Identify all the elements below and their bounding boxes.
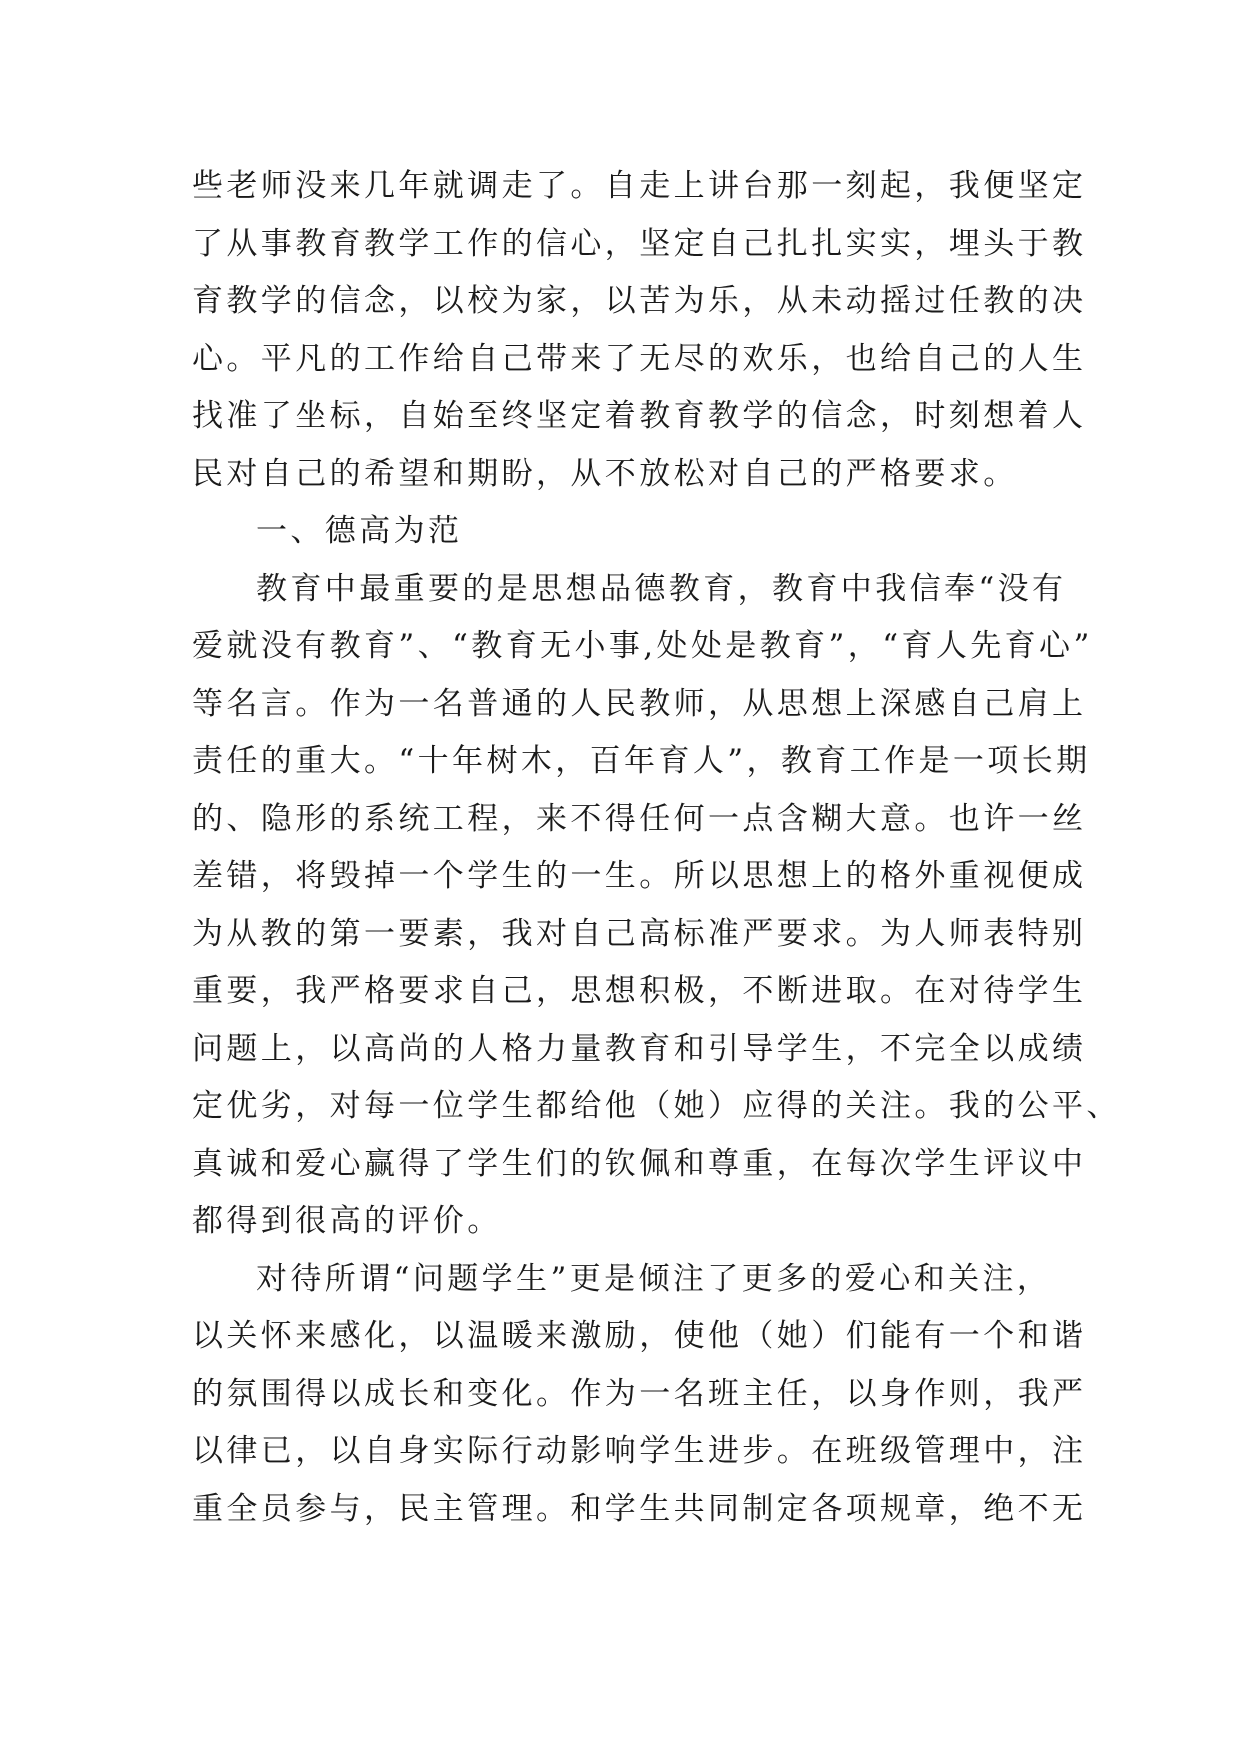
text-line: 找准了坐标，自始至终坚定着教育教学的信念，时刻想着人: [192, 398, 1087, 434]
text-line: 真诚和爱心赢得了学生们的钦佩和尊重，在每次学生评议中: [192, 1145, 1087, 1182]
text-line: 问题上，以高尚的人格力量教育和引导学生，不完全以成绩: [192, 1030, 1087, 1067]
text-line: 差错，将毁掉一个学生的一生。所以思想上的格外重视便成: [192, 858, 1087, 894]
text-line: 都得到很高的评价。: [192, 1203, 502, 1239]
text-line: 定优劣，对每一位学生都给他（她）应得的关注。我的公平、: [192, 1088, 1121, 1124]
text-line: 以关怀来感化，以温暖来激励，使他（她）们能有一个和谐: [192, 1318, 1087, 1354]
text-line: 重全员参与，民主管理。和学生共同制定各项规章，绝不无: [192, 1490, 1087, 1527]
text-line: 育教学的信念，以校为家，以苦为乐，从未动摇过任教的决: [192, 283, 1087, 319]
text-line: 了从事教育教学工作的信心，坚定自己扎扎实实，埋头于教: [192, 225, 1087, 262]
section-heading: 一、德高为范: [256, 513, 463, 549]
text-line: 责任的重大。“十年树木，百年育人”，教育工作是一项长期: [192, 743, 1091, 779]
text-line: 的、隐形的系统工程，来不得任何一点含糊大意。也许一丝: [192, 800, 1087, 837]
text-line: 为从教的第一要素，我对自己高标准严要求。为人师表特别: [192, 915, 1087, 952]
paragraph-start: 对待所谓“问题学生”更是倾注了更多的爱心和关注，: [256, 1260, 1052, 1297]
text-line: 以律已，以自身实际行动影响学生进步。在班级管理中，注: [192, 1433, 1087, 1469]
text-line: 的氛围得以成长和变化。作为一名班主任，以身作则，我严: [192, 1375, 1087, 1412]
text-line: 重要，我严格要求自己，思想积极，不断进取。在对待学生: [192, 973, 1087, 1009]
text-line: 爱就没有教育”、“教育无小事,处处是教育”，“育人先育心”: [192, 628, 1093, 664]
paragraph-start: 教育中最重要的是思想品德教育，教育中我信奉“没有: [256, 570, 1067, 607]
body-text: [192, 158, 1121, 1538]
text-line: 民对自己的希望和期盼，从不放松对自己的严格要求。: [192, 455, 1018, 492]
text-line: 等名言。作为一名普通的人民教师，从思想上深感自己肩上: [192, 685, 1087, 722]
text-line: 些老师没来几年就调走了。自走上讲台那一刻起，我便坚定: [192, 168, 1087, 204]
text-line: 心。平凡的工作给自己带来了无尽的欢乐，也给自己的人生: [192, 340, 1087, 377]
